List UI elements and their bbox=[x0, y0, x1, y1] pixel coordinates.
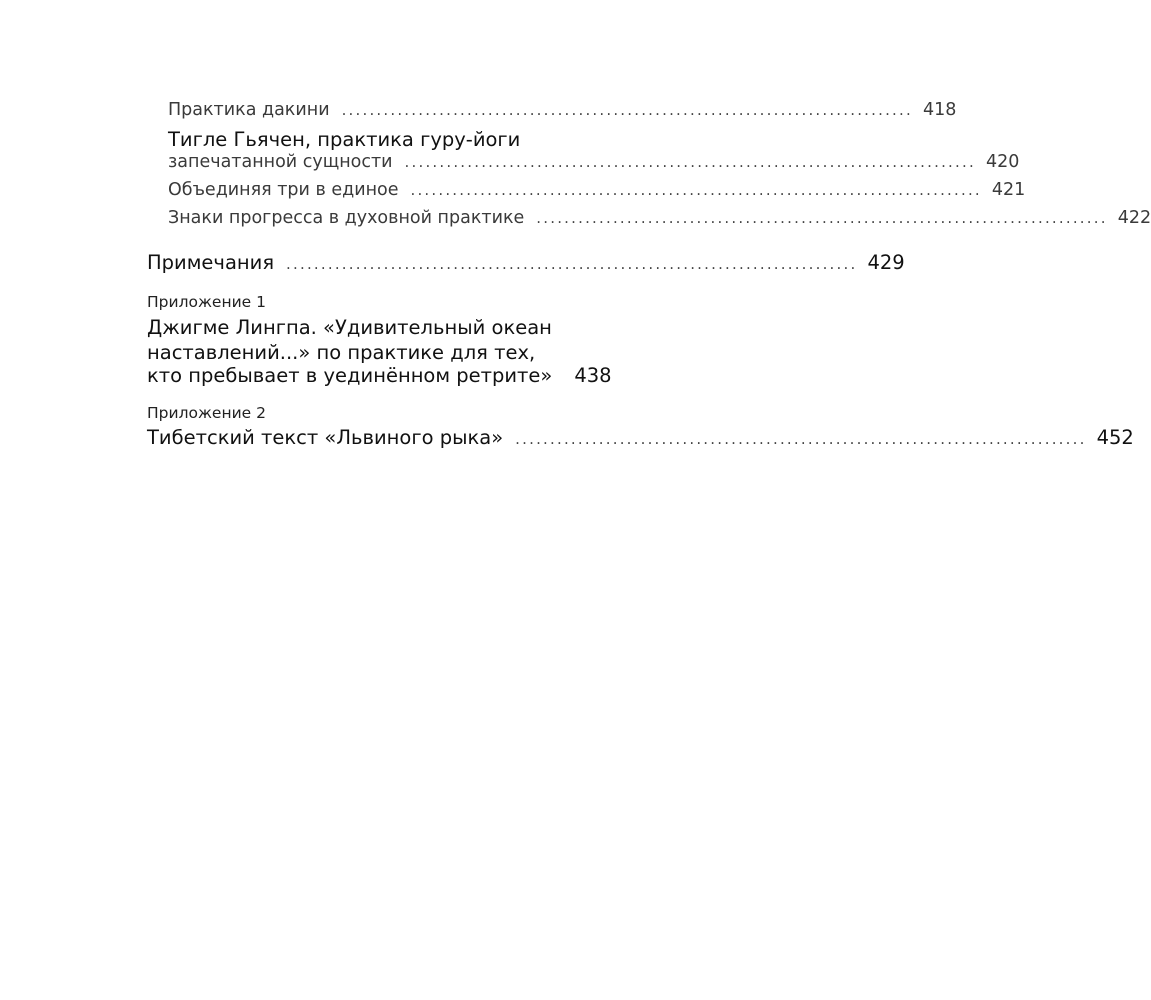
appendix-1-title-line-1: Джигме Лингпа. «Удивительный океан bbox=[147, 316, 552, 339]
toc-entry-title: Практика дакини bbox=[168, 100, 330, 120]
dot-leader: .................................................................................. bbox=[515, 430, 1087, 448]
toc-entry-page: 418 bbox=[922, 100, 957, 120]
appendix-1-title-line-2: наставлений...» по практике для тех, bbox=[147, 341, 536, 364]
toc-entry-title: Примечания bbox=[147, 251, 275, 274]
toc-entry-appendix-2[interactable] bbox=[147, 426, 1134, 449]
toc-entry-page: 438 bbox=[574, 364, 612, 387]
appendix-2-label: Приложение 2 bbox=[147, 404, 266, 422]
toc-entry-tigle-gyachen[interactable] bbox=[168, 152, 1020, 172]
toc-entry-appendix-1[interactable] bbox=[147, 364, 612, 387]
toc-entry-dakini-practice[interactable] bbox=[168, 100, 957, 120]
dot-leader: .................................................................................. bbox=[410, 181, 982, 199]
dot-leader: .................................................................................. bbox=[404, 153, 976, 171]
toc-entry-title: кто пребывает в уединённом ретрите» bbox=[147, 364, 553, 387]
toc-entry-title: Тибетский текст «Львиного рыка» bbox=[147, 426, 504, 449]
dot-leader: .................................................................................. bbox=[341, 101, 913, 119]
toc-entry-notes[interactable] bbox=[147, 251, 905, 274]
toc-entry-title: Объединяя три в единое bbox=[168, 180, 399, 200]
toc-entry-page: 422 bbox=[1117, 208, 1151, 228]
toc-entry-page: 421 bbox=[991, 180, 1026, 200]
toc-entry-uniting-three[interactable] bbox=[168, 180, 1026, 200]
toc-entry-signs-of-progress[interactable] bbox=[168, 208, 1151, 228]
toc-entry-page: 429 bbox=[867, 251, 905, 274]
toc-entry-title: Знаки прогресса в духовной практике bbox=[168, 208, 525, 228]
dot-leader: .................................................................................. bbox=[536, 209, 1108, 227]
appendix-1-label: Приложение 1 bbox=[147, 293, 266, 311]
toc-entry-page: 420 bbox=[985, 152, 1020, 172]
toc-entry-page: 452 bbox=[1096, 426, 1134, 449]
toc-entry-title-line: Тигле Гьячен, практика гуру-йоги bbox=[168, 128, 521, 151]
dot-leader: .................................................................................. bbox=[286, 255, 858, 273]
toc-entry-title: запечатанной сущности bbox=[168, 152, 393, 172]
